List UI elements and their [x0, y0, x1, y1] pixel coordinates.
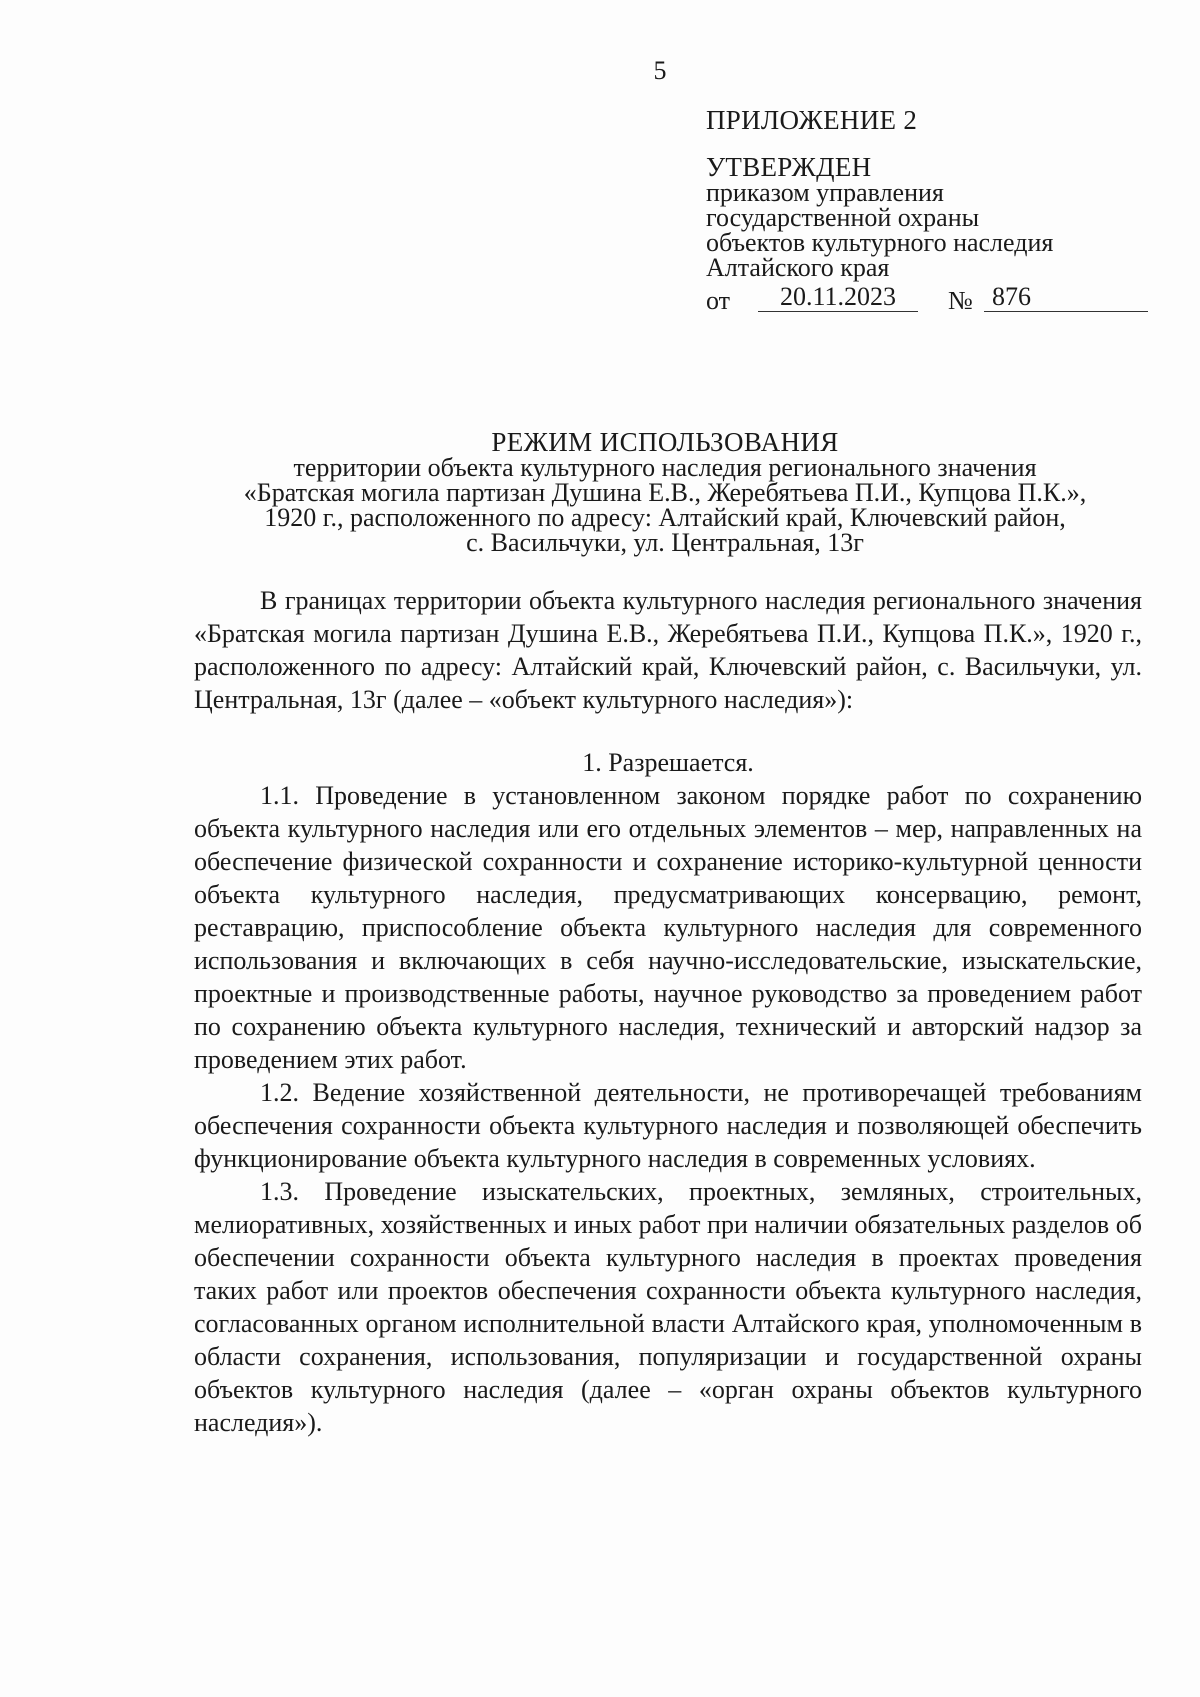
- approval-line: объектов культурного наследия: [706, 228, 1054, 257]
- title-line: с. Васильчуки, ул. Центральная, 13г: [466, 528, 864, 557]
- intro-paragraph: В границах территории объекта культурного наследия регионального значения «Братская могила партизан Душина Е.В., Жеребятьева П.И., Купцова П.К.», 1920 г., расположенного по адресу: Алтайский край, Ключевский район, с. Васильчуки, ул. Центральная, 13г (далее – «объект культурного наследия»):: [194, 586, 1142, 714]
- document-title: РЕЖИМ ИСПОЛЬЗОВАНИЯ: [491, 427, 839, 457]
- number-sign: №: [948, 286, 973, 315]
- clause-paragraph: 1.3. Проведение изыскательских, проектных, земляных, строительных, мелиоративных, хозяйственных и иных работ при наличии обязательных разделов об обеспечении сохранности объекта культурного наследия в проектах проведения таких работ или проектов обеспечения сохранности объекта культурного наследия, согласованных органом исполнительной власти Алтайского края, уполномоченным в области сохранения, использования, популяризации и государственной охраны объектов культурного наследия (далее – «орган охраны объектов культурного наследия»).: [194, 1177, 1142, 1437]
- document-title-block: [190, 427, 1140, 557]
- page-number: 5: [653, 56, 667, 85]
- order-date: 20.11.2023: [758, 284, 918, 312]
- order-date-number-row: [706, 284, 1166, 318]
- title-line: 1920 г., расположенного по адресу: Алтайский край, Ключевский район,: [264, 503, 1066, 532]
- approval-line: Алтайского края: [706, 253, 890, 282]
- approved-label: УТВЕРЖДЕН: [706, 152, 872, 182]
- order-number: 876: [984, 284, 1148, 312]
- approval-line: государственной охраны: [706, 203, 980, 232]
- date-prefix: от: [706, 286, 731, 315]
- section-heading: 1. Разрешается.: [582, 748, 754, 777]
- title-line: «Братская могила партизан Душина Е.В., Жеребятьева П.И., Купцова П.К.»,: [243, 478, 1087, 507]
- clause-paragraph: 1.2. Ведение хозяйственной деятельности, не противоречащей требованиям обеспечения сохранности объекта культурного наследия и позволяющей обеспечить функционирование объекта культурного наследия в современных условиях.: [194, 1078, 1142, 1173]
- document-body: [194, 584, 1142, 1439]
- appendix-label: ПРИЛОЖЕНИЕ 2: [706, 105, 918, 135]
- approval-line: приказом управления: [706, 178, 944, 207]
- clause-paragraph: 1.1. Проведение в установленном законом порядке работ по сохранению объекта культурного наследия или его отдельных элементов – мер, направленных на обеспечение физической сохранности и сохранение историко-культурной ценности объекта культурного наследия, предусматривающих консервацию, ремонт, реставрацию, приспособление объекта культурного наследия для современного использования и включающих в себя научно-исследовательские, изыскательские, проектные и производственные работы, научное руководство за проведением работ по сохранению объекта культурного наследия, технический и авторский надзор за проведением этих работ.: [194, 781, 1142, 1074]
- title-line: территории объекта культурного наследия регионального значения: [293, 453, 1037, 482]
- approval-stamp-block: [706, 105, 1166, 318]
